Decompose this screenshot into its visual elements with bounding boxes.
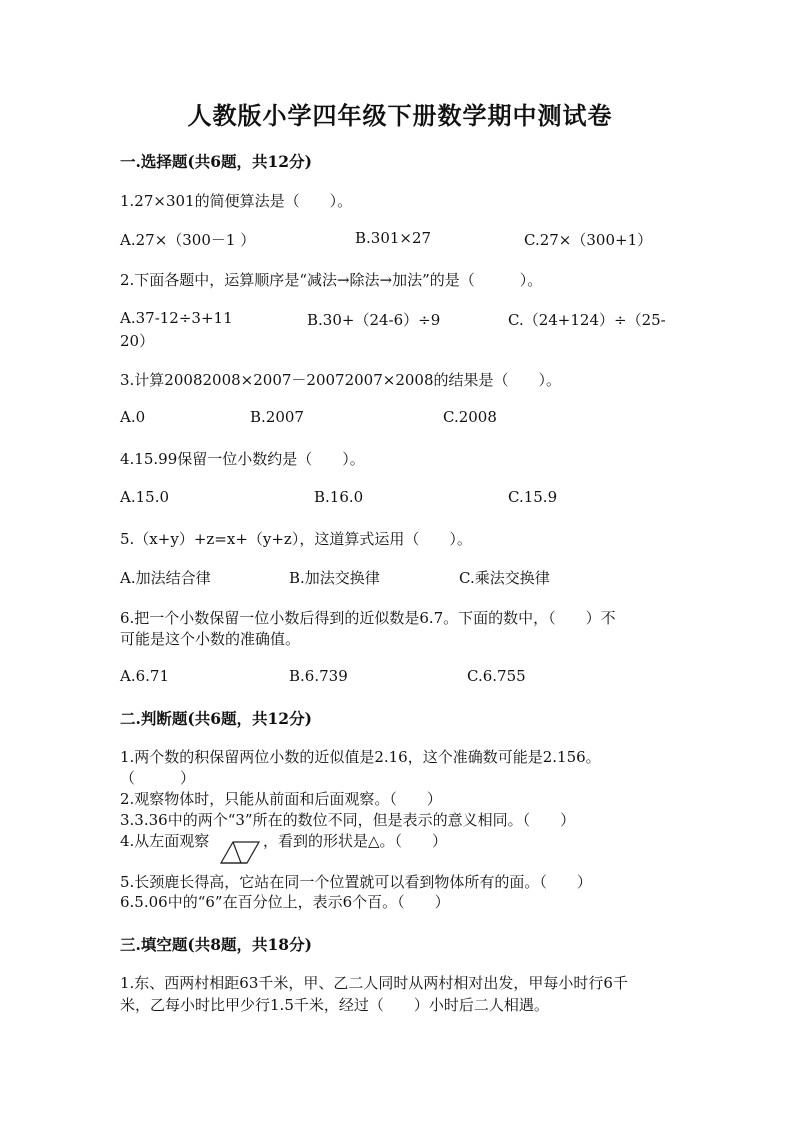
- question-2-option-c-continued: 20）: [120, 332, 155, 350]
- question-3-stem: 3.计算20082008×2007－20072007×2008的结果是（ ）。: [120, 371, 561, 389]
- question-2-stem: 2.下面各题中，运算顺序是“减法→除法→加法”的是（ ）。: [120, 271, 543, 289]
- question-6-option-a: A.6.71: [120, 667, 169, 685]
- tf-item-6: 6.5.06中的“6”在百分位上，表示6个百。（ ）: [120, 893, 450, 911]
- question-3-option-c: C.2008: [443, 408, 497, 426]
- question-1-option-a: A.27×（300－1 ）: [120, 231, 256, 249]
- question-5-option-c: C.乘法交换律: [459, 569, 550, 587]
- page-title: 人教版小学四年级下册数学期中测试卷: [187, 101, 613, 130]
- fill-question-1-line-1: 1.东、西两村相距63千米，甲、乙二人同时从两村相对出发，甲每小时行6千: [120, 974, 628, 992]
- question-4-option-b: B.16.0: [314, 488, 364, 506]
- question-3-option-a: A.0: [120, 408, 146, 426]
- question-5-option-b: B.加法交换律: [289, 569, 380, 587]
- question-1-option-c: C.27×（300+1）: [524, 231, 653, 249]
- question-3-option-b: B.2007: [250, 408, 304, 426]
- question-4-option-c: C.15.9: [508, 488, 558, 506]
- question-5-option-a: A.加法结合律: [120, 569, 211, 587]
- section-header-choice: 一.选择题(共6题，共12分): [120, 152, 312, 171]
- tf-item-3: 3.3.36中的两个“3”所在的数位不同，但是表示的意义相同。（ ）: [120, 811, 576, 829]
- question-6-stem-line-1: 6.把一个小数保留一位小数后得到的近似数是6.7。下面的数中，（ ）不: [120, 609, 616, 627]
- fill-question-1-line-2: 米，乙每小时比甲少行1.5千米，经过（ ）小时后二人相遇。: [120, 996, 549, 1014]
- question-1-option-b: B.301×27: [355, 229, 432, 247]
- tf-item-5: 5.长颈鹿长得高，它站在同一个位置就可以看到物体所有的面。（ ）: [120, 873, 592, 891]
- question-2-option-b: B.30+（24-6）÷9: [307, 311, 441, 329]
- question-5-stem: 5.（x+y）+z=x+（y+z），这道算式运用（ ）。: [120, 530, 472, 548]
- question-6-option-c: C.6.755: [467, 667, 526, 685]
- question-2-option-c: C.（24+124）÷（25-: [508, 311, 666, 329]
- question-6-stem-line-2: 可能是这个小数的准确值。: [120, 630, 301, 648]
- question-4-option-a: A.15.0: [120, 488, 169, 506]
- tf-item-1-line-2: （ ）: [120, 769, 196, 787]
- question-1-stem: 1.27×301的简便算法是（ ）。: [120, 192, 353, 210]
- triangular-prism-figure: [219, 838, 261, 866]
- tf-item-4-before: 4.从左面观察: [120, 832, 210, 850]
- question-2-option-a: A.37-12÷3+11: [120, 309, 233, 327]
- tf-item-4-after: ，看到的形状是△。（ ）: [263, 832, 448, 850]
- tf-item-1-line-1: 1.两个数的积保留两位小数的近似值是2.16，这个准确数可能是2.156。: [120, 748, 601, 766]
- question-4-stem: 4.15.99保留一位小数约是（ ）。: [120, 450, 365, 468]
- question-6-option-b: B.6.739: [289, 667, 348, 685]
- tf-item-2: 2.观察物体时，只能从前面和后面观察。（ ）: [120, 790, 442, 808]
- section-header-fill-in: 三.填空题(共8题，共18分): [120, 935, 312, 954]
- section-header-true-false: 二.判断题(共6题，共12分): [120, 709, 312, 728]
